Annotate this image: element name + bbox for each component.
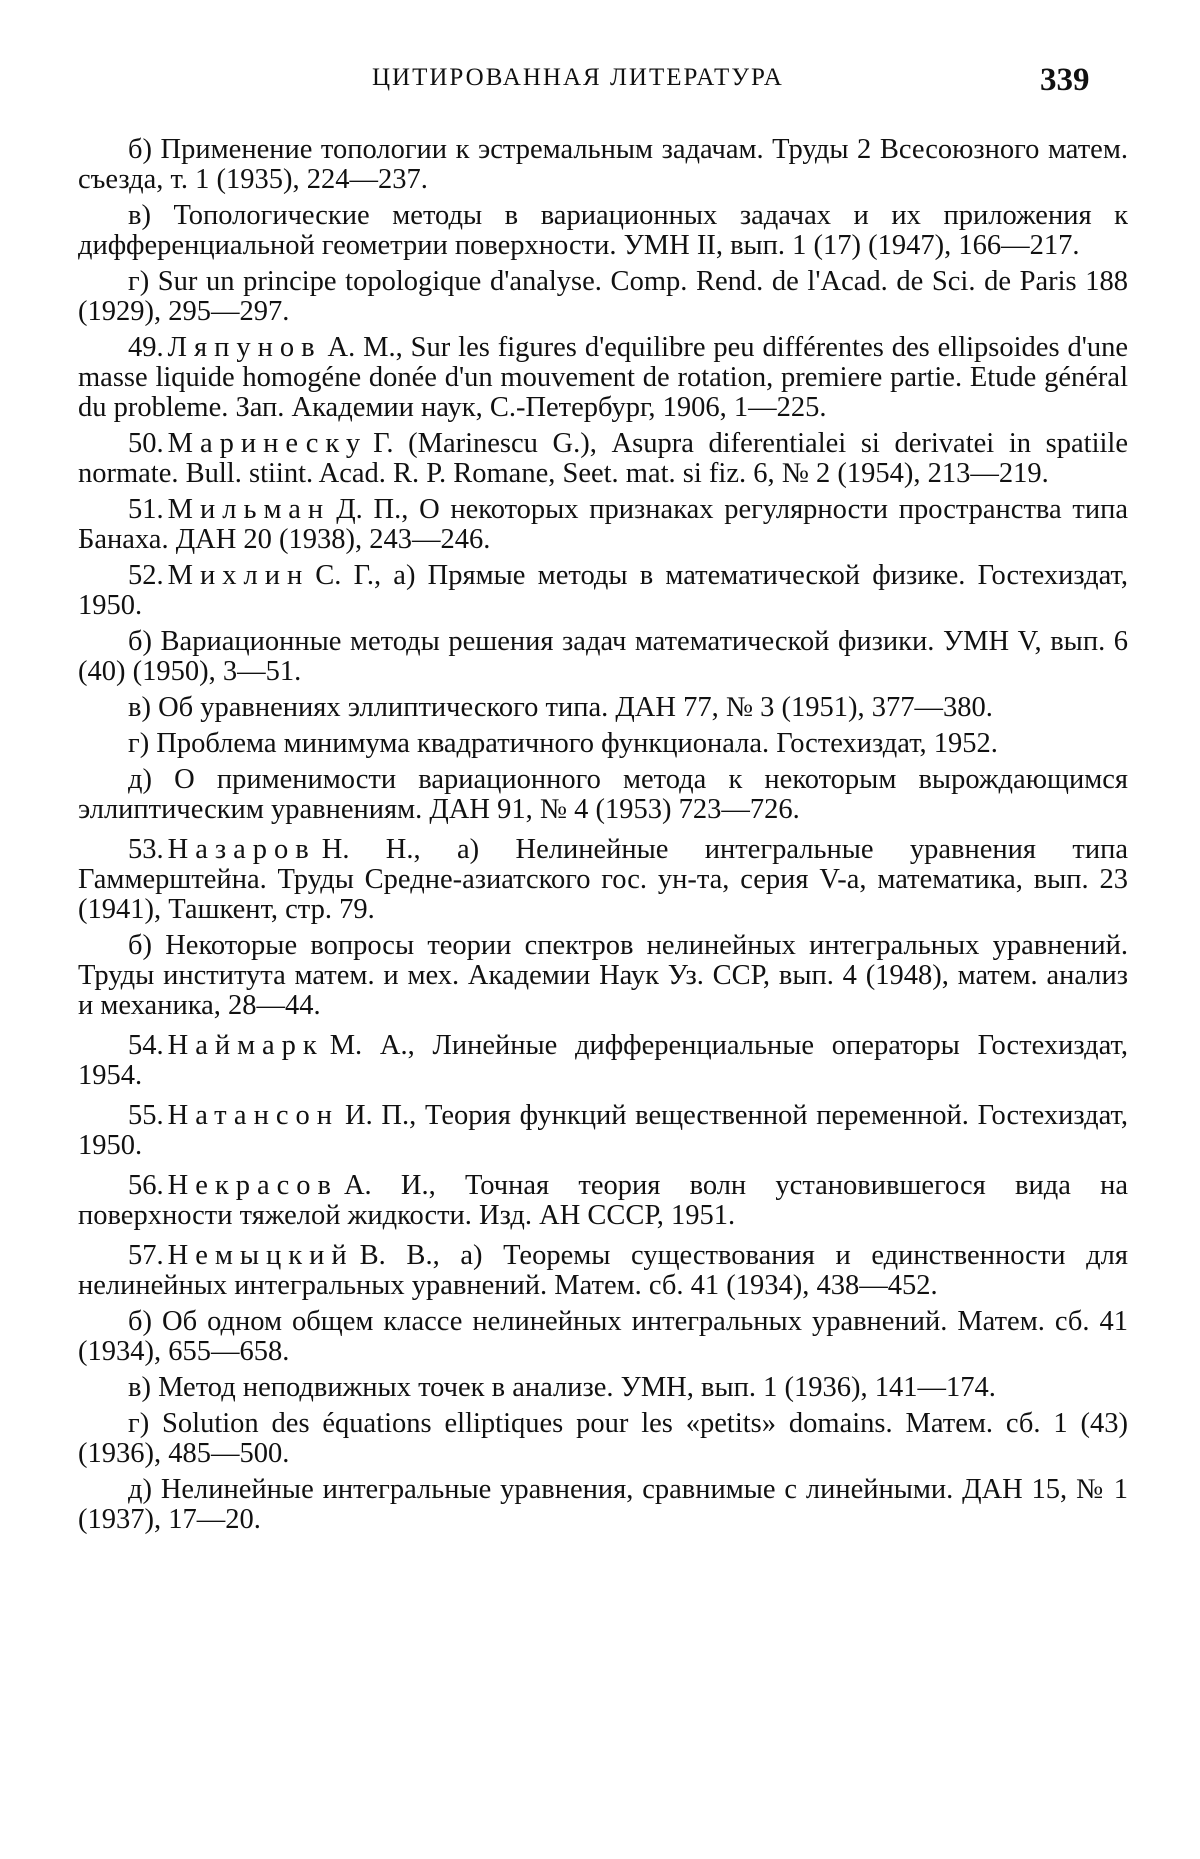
reference-text: б) Некоторые вопросы теории спектров нелинейных интегральных уравнений. Труды института матем. и мех. Академии Наук Уз. ССР, вып. 4 (1948), матем. анализ и механика, 28—44. <box>78 930 1128 1021</box>
reference-entry <box>78 1171 1128 1231</box>
reference-text: А. И., Точная теория волн установившегося вида на поверхности тяжелой жидкости. Изд. АН СССР, 1951. <box>78 1170 1128 1231</box>
reference-author: Назаров <box>167 834 316 865</box>
reference-number: 54. <box>128 1030 164 1061</box>
reference-text: г) Проблема минимума квадратичного функционала. Гостехиздат, 1952. <box>128 728 998 759</box>
reference-subentry <box>78 201 1128 261</box>
reference-number: 52. <box>128 560 164 591</box>
reference-number: 53. <box>128 834 164 865</box>
reference-text: в) Метод неподвижных точек в анализе. УМН, вып. 1 (1936), 141—174. <box>128 1372 996 1403</box>
reference-author: Мильман <box>167 494 331 525</box>
reference-subentry <box>78 1307 1128 1367</box>
reference-text: И. П., Теория функций вещественной переменной. Гостехиздат, 1950. <box>78 1100 1128 1161</box>
reference-author: Маринеску <box>167 428 368 459</box>
reference-subentry <box>78 765 1128 825</box>
reference-text: б) Вариационные методы решения задач математической физики. УМН V, вып. 6 (40) (1950), 3—51. <box>78 626 1128 687</box>
running-title: ЦИТИРОВАННАЯ ЛИТЕРАТУРА <box>372 64 784 91</box>
reference-entry <box>78 561 1128 621</box>
reference-text: д) Нелинейные интегральные уравнения, сравнимые с линейными. ДАН 15, № 1 (1937), 17—20. <box>78 1474 1128 1535</box>
reference-text: Н. Н., а) Нелинейные интегральные уравнения типа Гаммерштейна. Труды Средне-азиатского гос. ун-та, серия V-а, математика, вып. 23 (1941), Ташкент, стр. 79. <box>78 834 1128 925</box>
reference-subentry <box>78 1475 1128 1535</box>
reference-author: Натансон <box>167 1100 339 1131</box>
reference-subentry <box>78 693 1128 723</box>
reference-subentry <box>78 135 1128 195</box>
reference-text: б) Об одном общем классе нелинейных интегральных уравнений. Матем. сб. 41 (1934), 655—658. <box>78 1306 1128 1367</box>
reference-entry <box>78 1241 1128 1301</box>
reference-text: С. Г., а) Прямые методы в математической физике. Гостехиздат, 1950. <box>78 560 1128 621</box>
reference-text: б) Применение топологии к эстремальным задачам. Труды 2 Всесоюзного матем. съезда, т. 1 (1935), 224—237. <box>78 134 1128 195</box>
reference-entry <box>78 429 1128 489</box>
reference-text: в) Топологические методы в вариационных задачах и их приложения к дифференциальной геометрии поверхности. УМН II, вып. 1 (17) (1947), 166—217. <box>78 200 1128 261</box>
reference-subentry <box>78 267 1128 327</box>
reference-text: М. А., Линейные дифференциальные операторы Гостехиздат, 1954. <box>78 1030 1128 1091</box>
reference-author: Наймарк <box>167 1030 324 1061</box>
bibliography-list <box>78 135 1128 1541</box>
reference-number: 57. <box>128 1240 164 1271</box>
reference-author: Некрасов <box>167 1170 338 1201</box>
reference-subentry <box>78 1373 1128 1403</box>
reference-text: г) Solution des équations elliptiques pour les «petits» domains. Матем. сб. 1 (43) (1936), 485—500. <box>78 1408 1128 1469</box>
reference-entry <box>78 1031 1128 1091</box>
reference-text: Д. П., О некоторых признаках регулярности пространства типа Банаха. ДАН 20 (1938), 243—246. <box>78 494 1128 555</box>
reference-text: А. М., Sur les figures d'equilibre peu différentes des ellipsoides d'une masse liquide homogéne donée d'un mouvement de rotation, premiere partie. Etude général du probleme. Зап. Академии наук, С.-Петербург, 1906, 1—225. <box>78 332 1128 423</box>
reference-subentry <box>78 729 1128 759</box>
reference-text: В. В., а) Теоремы существования и единственности для нелинейных интегральных уравнений. Матем. сб. 41 (1934), 438—452. <box>78 1240 1128 1301</box>
reference-subentry <box>78 931 1128 1021</box>
reference-entry <box>78 835 1128 925</box>
reference-author: Немыцкий <box>167 1240 354 1271</box>
reference-text: г) Sur un principe topologique d'analyse. Comp. Rend. de l'Acad. de Sci. de Paris 188 (1929), 295—297. <box>78 266 1128 327</box>
page-number: 339 <box>1040 62 1090 98</box>
reference-subentry <box>78 627 1128 687</box>
reference-number: 55. <box>128 1100 164 1131</box>
reference-text: д) О применимости вариационного метода к некоторым вырождающимся эллиптическим уравнениям. ДАН 91, № 4 (1953) 723—726. <box>78 764 1128 825</box>
reference-number: 50. <box>128 428 164 459</box>
reference-author: Ляпунов <box>167 332 322 363</box>
reference-text: Г. (Marinescu G.), Asupra diferentialei si derivatei in spatiile normate. Bull. stiint. Acad. R. P. Romane, Seet. mat. si fiz. 6, № 2 (1954), 213—219. <box>78 428 1128 489</box>
reference-number: 56. <box>128 1170 164 1201</box>
reference-entry <box>78 495 1128 555</box>
reference-number: 51. <box>128 494 164 525</box>
reference-number: 49. <box>128 332 164 363</box>
reference-text: в) Об уравнениях эллиптического типа. ДАН 77, № 3 (1951), 377—380. <box>128 692 993 723</box>
reference-author: Михлин <box>167 560 310 591</box>
reference-entry <box>78 333 1128 423</box>
reference-entry <box>78 1101 1128 1161</box>
reference-subentry <box>78 1409 1128 1469</box>
